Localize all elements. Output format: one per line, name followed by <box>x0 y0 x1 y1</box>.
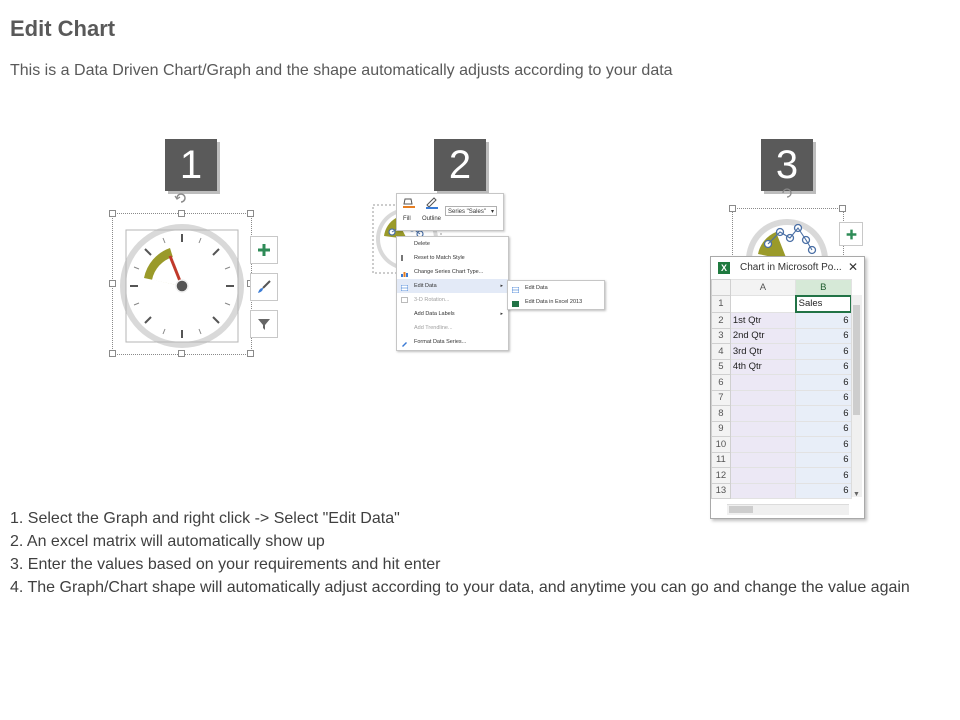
submenu-item-edit-data[interactable] <box>508 281 604 295</box>
row-header[interactable]: 12 <box>712 468 731 484</box>
cell-a[interactable] <box>730 390 795 406</box>
menu-item-label: Change Series Chart Type... <box>414 269 484 275</box>
resize-handle[interactable] <box>109 280 116 287</box>
cell-a[interactable] <box>730 421 795 437</box>
excel-title-bar <box>711 257 864 279</box>
table-row <box>712 421 852 437</box>
resize-handle[interactable] <box>729 205 736 212</box>
menu-item-label: Edit Data <box>525 285 548 291</box>
instruction-step-2: 2. An excel matrix will automatically show up <box>10 533 325 550</box>
mini-toolbar <box>396 193 504 231</box>
fill-label: Fill <box>403 216 411 222</box>
instructions <box>10 507 940 599</box>
chart-elements-button[interactable] <box>250 236 278 264</box>
delete-icon <box>401 241 408 247</box>
cell-b[interactable]: 6 <box>796 328 851 344</box>
series-select-value: Series "Sales" <box>448 209 486 215</box>
row-header[interactable]: 3 <box>712 328 731 344</box>
excel-app-icon: X <box>718 262 730 274</box>
cell-a[interactable] <box>730 375 795 391</box>
menu-item-edit-data[interactable] <box>397 279 508 293</box>
row-header[interactable]: 10 <box>712 437 731 453</box>
cell-b[interactable]: 6 <box>796 483 851 499</box>
cell-b[interactable]: 6 <box>796 452 851 468</box>
scroll-down-icon[interactable]: ▼ <box>853 491 860 498</box>
resize-handle[interactable] <box>109 210 116 217</box>
outline-label: Outline <box>422 216 442 222</box>
outline-button[interactable] <box>425 197 439 209</box>
table-row <box>712 296 852 313</box>
instruction-step-1: 1. Select the Graph and right click -> Select "Edit Data" <box>10 510 400 527</box>
format-icon <box>401 339 408 345</box>
menu-item-label: Edit Data in Excel 2013 <box>525 299 583 305</box>
row-header[interactable]: 11 <box>712 452 731 468</box>
row-header[interactable]: 8 <box>712 406 731 422</box>
pen-icon <box>425 197 439 209</box>
menu-item-reset-style[interactable] <box>397 251 508 265</box>
chevron-right-icon: ▸ <box>500 283 503 289</box>
column-header-a[interactable]: A <box>730 280 795 296</box>
step-badge-3: 3 <box>761 139 813 191</box>
cell-b[interactable]: 6 <box>796 312 851 328</box>
cell-a[interactable] <box>730 406 795 422</box>
row-header[interactable]: 9 <box>712 421 731 437</box>
menu-item-label: Add Data Labels <box>414 311 455 317</box>
menu-item-change-chart-type[interactable] <box>397 265 508 279</box>
page-title: Edit Chart <box>10 16 116 41</box>
menu-item-label: Edit Data <box>414 283 437 289</box>
column-header-row <box>712 280 852 296</box>
series-select[interactable] <box>445 206 497 216</box>
menu-item-add-data-labels[interactable] <box>397 307 508 321</box>
cell-b[interactable]: 6 <box>796 390 851 406</box>
rotation-icon <box>401 297 408 303</box>
row-header[interactable]: 1 <box>712 296 731 313</box>
menu-item-label: 3-D Rotation... <box>414 297 450 303</box>
row-header[interactable]: 5 <box>712 359 731 375</box>
edit-data-submenu <box>507 280 605 310</box>
table-row <box>712 359 852 375</box>
cell-b[interactable]: 6 <box>796 344 851 360</box>
gauge-chart-step3[interactable] <box>740 214 834 260</box>
menu-item-add-trendline[interactable] <box>397 321 508 335</box>
rotate-handle-icon[interactable] <box>174 191 188 205</box>
step-badge-1: 1 <box>165 139 217 191</box>
table-row <box>712 468 852 484</box>
table-row <box>712 344 852 360</box>
cell-a[interactable]: 3rd Qtr <box>730 344 795 360</box>
table-row <box>712 312 852 328</box>
step-badge-2: 2 <box>434 139 486 191</box>
table-row <box>712 452 852 468</box>
table-row <box>712 375 852 391</box>
cell-a[interactable] <box>730 452 795 468</box>
edit-data-icon <box>401 283 408 289</box>
menu-item-label: Format Data Series... <box>414 339 467 345</box>
row-header[interactable]: 6 <box>712 375 731 391</box>
table-row <box>712 437 852 453</box>
resize-handle[interactable] <box>178 350 185 357</box>
reset-icon <box>401 255 410 261</box>
cell-a[interactable]: 1st Qtr <box>730 312 795 328</box>
resize-handle[interactable] <box>247 210 254 217</box>
table-row <box>712 483 852 499</box>
resize-handle[interactable] <box>109 350 116 357</box>
menu-item-label: Reset to Match Style <box>414 255 465 261</box>
table-row <box>712 406 852 422</box>
gauge-chart[interactable] <box>118 222 246 350</box>
cell-a[interactable] <box>730 483 795 499</box>
chart-type-icon <box>401 269 408 275</box>
menu-item-format-data-series[interactable] <box>397 335 508 349</box>
row-header[interactable]: 7 <box>712 390 731 406</box>
rotate-handle-icon[interactable] <box>781 186 793 198</box>
menu-item-delete[interactable] <box>397 237 508 251</box>
excel-window <box>710 256 865 519</box>
edit-data-icon <box>512 285 519 291</box>
cell-b[interactable]: 6 <box>796 375 851 391</box>
gauge-pivot <box>176 280 188 292</box>
close-icon[interactable]: ✕ <box>847 260 858 274</box>
chart-filters-button[interactable] <box>250 310 278 338</box>
submenu-item-edit-in-excel[interactable] <box>508 295 604 309</box>
plus-icon <box>845 228 858 241</box>
cell-a[interactable] <box>730 437 795 453</box>
filter-icon <box>256 316 272 332</box>
cell-b[interactable]: 6 <box>796 421 851 437</box>
spreadsheet-grid <box>711 279 852 499</box>
fill-button[interactable] <box>402 197 416 209</box>
paint-bucket-icon <box>402 197 416 209</box>
column-header-b[interactable]: B <box>796 280 851 296</box>
table-row <box>712 390 852 406</box>
menu-item-label: Add Trendline... <box>414 325 453 331</box>
cell-b[interactable]: 6 <box>796 468 851 484</box>
menu-item-label: Delete <box>414 241 430 247</box>
instruction-step-3: 3. Enter the values based on your requirements and hit enter <box>10 556 441 573</box>
brush-icon <box>256 279 272 295</box>
cell-a[interactable]: 4th Qtr <box>730 359 795 375</box>
cell-b[interactable]: 6 <box>796 437 851 453</box>
chart-styles-button[interactable] <box>250 273 278 301</box>
row-header[interactable]: 4 <box>712 344 731 360</box>
vertical-scrollbar[interactable] <box>851 295 862 497</box>
cell-a[interactable]: 2nd Qtr <box>730 328 795 344</box>
plus-icon <box>256 242 272 258</box>
chevron-right-icon: ▸ <box>500 311 503 317</box>
chart-elements-button[interactable] <box>839 222 863 246</box>
select-all-corner[interactable] <box>712 280 731 296</box>
row-header[interactable]: 13 <box>712 483 731 499</box>
excel-icon <box>512 299 519 305</box>
cell-a[interactable] <box>730 296 795 313</box>
cell-b[interactable]: 6 <box>796 359 851 375</box>
row-header[interactable]: 2 <box>712 312 731 328</box>
cell-a[interactable] <box>730 468 795 484</box>
resize-handle[interactable] <box>178 210 185 217</box>
scroll-thumb[interactable] <box>853 305 860 415</box>
context-menu <box>396 236 509 351</box>
resize-handle[interactable] <box>839 205 846 212</box>
instruction-step-4: 4. The Graph/Chart shape will automatically adjust according to your data, and anytime you can go and change the value again <box>10 579 910 596</box>
page-subtitle: This is a Data Driven Chart/Graph and the shape automatically adjusts according to your data <box>10 62 673 79</box>
table-row <box>712 328 852 344</box>
excel-window-title: Chart in Microsoft Po... <box>740 262 842 273</box>
resize-handle[interactable] <box>247 350 254 357</box>
menu-item-3d-rotation[interactable] <box>397 293 508 307</box>
chevron-down-icon: ▾ <box>490 209 494 215</box>
cell-b[interactable]: 6 <box>796 406 851 422</box>
cell-b[interactable]: Sales <box>796 296 851 313</box>
